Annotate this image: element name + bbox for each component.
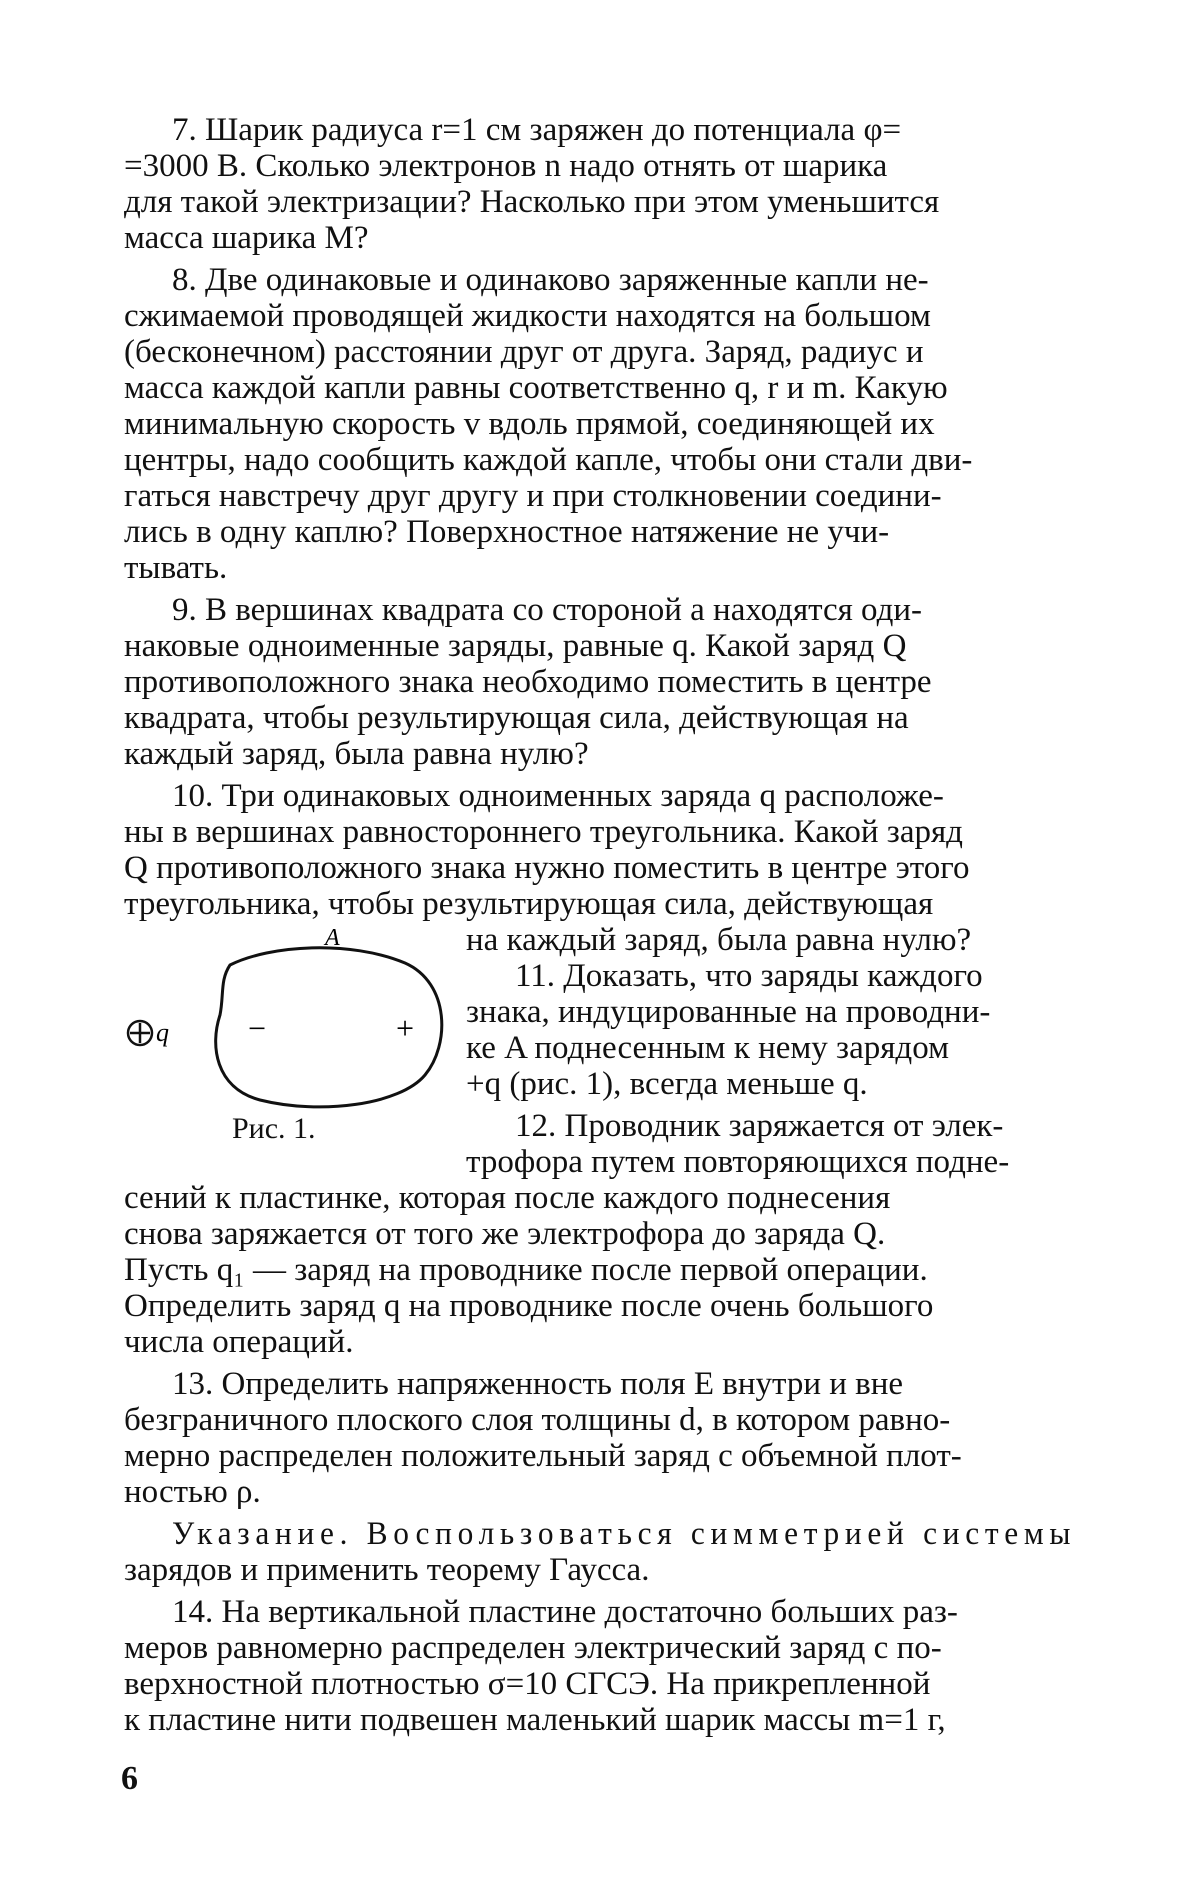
text-line: 8. Две одинаковые и одинаково заряженные капли не- — [172, 262, 929, 298]
text-line: Определить заряд q на проводнике после очень большого — [124, 1288, 934, 1324]
conductor-label: A — [325, 925, 340, 951]
text-line: числа операций. — [124, 1324, 354, 1360]
text-line: =3000 В. Сколько электронов n надо отнять от шарика — [124, 148, 888, 184]
text-line: к пластине нити подвешен маленький шарик массы m=1 г, — [124, 1702, 946, 1738]
text-line: 14. На вертикальной пластине достаточно больших раз- — [172, 1594, 958, 1630]
text-line: 11. Доказать, что заряды каждого — [515, 958, 983, 994]
text-line: безграничного плоского слоя толщины d, в котором равно- — [124, 1402, 951, 1438]
text-line: 13. Определить напряженность поля E внутри и вне — [172, 1366, 904, 1402]
text-line: 10. Три одинаковых одноименных заряда q расположе- — [172, 778, 944, 814]
text-line: на каждый заряд, была равна нулю? — [466, 922, 972, 958]
text-line: (бесконечном) расстоянии друг от друга. Заряд, радиус и — [124, 334, 924, 370]
text-line: минимальную скорость v вдоль прямой, соединяющей их — [124, 406, 935, 442]
text-line: Пусть q₁ — заряд на проводнике после первой операции. — [124, 1252, 928, 1288]
text-line: Q противоположного знака нужно поместить в центре этого — [124, 850, 970, 886]
text-line: наковые одноименные заряды, равные q. Какой заряд Q — [124, 628, 907, 664]
text-line: ностью ρ. — [124, 1474, 261, 1510]
charge-label: q — [156, 1018, 169, 1047]
text-line: знака, индуцированные на проводни- — [466, 994, 991, 1030]
text-line: ны в вершинах равностороннего треугольника. Какой заряд — [124, 814, 963, 850]
text-line: тывать. — [124, 550, 228, 586]
text-line: 12. Проводник заряжается от элек- — [515, 1108, 1004, 1144]
plus-sign: + — [396, 1010, 415, 1046]
text-line: каждый заряд, была равна нулю? — [124, 736, 589, 772]
text-line: 7. Шарик радиуса r=1 см заряжен до потенциала φ= — [172, 112, 902, 148]
text-line: Указание. Воспользоваться симметрией системы — [172, 1516, 1077, 1552]
text-line: трофора путем повторяющихся подне- — [466, 1144, 1010, 1180]
text-line: противоположного знака необходимо поместить в центре — [124, 664, 932, 700]
text-line: лись в одну каплю? Поверхностное натяжение не учи- — [124, 514, 890, 550]
text-line: масса каждой капли равны соответственно q, r и m. Какую — [124, 370, 948, 406]
text-line: треугольника, чтобы результирующая сила, действующая — [124, 886, 934, 922]
figure-caption: Рис. 1. — [232, 1112, 316, 1145]
page-number: 6 — [121, 1760, 138, 1797]
minus-sign: − — [248, 1010, 267, 1046]
text-line: зарядов и применить теорему Гаусса. — [124, 1552, 650, 1588]
text-line: масса шарика M? — [124, 220, 369, 256]
text-line: 9. В вершинах квадрата со стороной a находятся оди- — [172, 592, 923, 628]
text-line: для такой электризации? Насколько при этом уменьшится — [124, 184, 940, 220]
text-line: +q (рис. 1), всегда меньше q. — [466, 1066, 868, 1102]
text-line: снова заряжается от того же электрофора до заряда Q. — [124, 1216, 886, 1252]
text-line: сений к пластинке, которая после каждого поднесения — [124, 1180, 891, 1216]
text-line: квадрата, чтобы результирующая сила, действующая на — [124, 700, 909, 736]
text-line: сжимаемой проводящей жидкости находятся на большом — [124, 298, 931, 334]
text-line: мерно распределен положительный заряд с объемной плот- — [124, 1438, 962, 1474]
text-line: ке A поднесенным к нему зарядом — [466, 1030, 949, 1066]
text-line: центры, надо сообщить каждой капле, чтобы они стали дви- — [124, 442, 973, 478]
text-line: меров равномерно распределен электрический заряд с по- — [124, 1630, 942, 1666]
text-line: гаться навстречу друг другу и при столкновении соедини- — [124, 478, 942, 514]
text-line: верхностной плотностью σ=10 СГСЭ. На прикрепленной — [124, 1666, 931, 1702]
